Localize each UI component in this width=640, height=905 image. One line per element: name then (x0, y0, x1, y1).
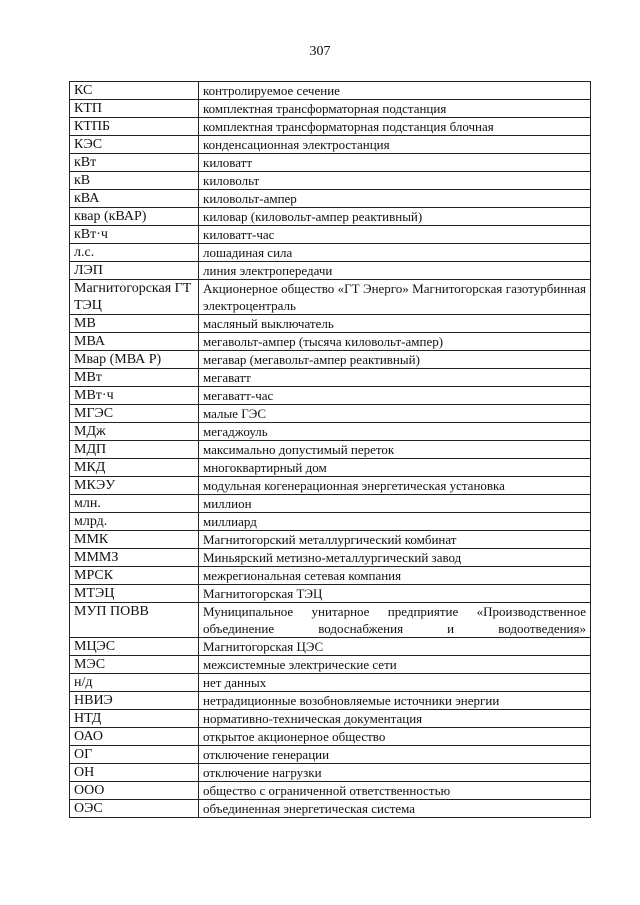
abbreviation-cell: МДж (70, 423, 199, 441)
table-row (70, 154, 591, 172)
table-row (70, 638, 591, 656)
abbreviation-cell: НВИЭ (70, 692, 199, 710)
definition-cell: многоквартирный дом (199, 459, 591, 477)
abbreviation-cell: кВт (70, 154, 199, 172)
table-row (70, 728, 591, 746)
table-row (70, 477, 591, 495)
definition-cell: лошадиная сила (199, 244, 591, 262)
definition-cell: Акционерное общество «ГТ Энерго» Магнитогорская газотурбинная электроцентраль (199, 280, 591, 315)
abbreviation-cell: ООО (70, 782, 199, 800)
abbreviation-cell: МУП ПОВВ (70, 603, 199, 638)
abbreviation-cell: ММК (70, 531, 199, 549)
abbreviation-cell: кВА (70, 190, 199, 208)
abbreviation-cell: ОН (70, 764, 199, 782)
table-row (70, 100, 591, 118)
abbreviation-cell: ОЭС (70, 800, 199, 818)
definition-cell: мегаджоуль (199, 423, 591, 441)
table-row (70, 118, 591, 136)
abbreviation-cell: кВ (70, 172, 199, 190)
table-row (70, 369, 591, 387)
table-row (70, 656, 591, 674)
table-row (70, 567, 591, 585)
abbreviation-cell: МКД (70, 459, 199, 477)
definition-cell: мегаватт (199, 369, 591, 387)
table-row (70, 208, 591, 226)
abbreviation-cell: КТП (70, 100, 199, 118)
table-row (70, 674, 591, 692)
table-row (70, 746, 591, 764)
table-row (70, 333, 591, 351)
table-row (70, 585, 591, 603)
table-row (70, 495, 591, 513)
abbreviation-cell: МММЗ (70, 549, 199, 567)
table-row (70, 531, 591, 549)
abbreviation-cell: НТД (70, 710, 199, 728)
abbreviation-cell: ЛЭП (70, 262, 199, 280)
table-row (70, 513, 591, 531)
abbreviation-cell: МВт (70, 369, 199, 387)
page-number: 307 (309, 44, 331, 59)
table-row (70, 262, 591, 280)
definition-cell: масляный выключатель (199, 315, 591, 333)
abbreviation-cell: КЭС (70, 136, 199, 154)
definition-cell: киловатт (199, 154, 591, 172)
definition-cell: нет данных (199, 674, 591, 692)
definition-cell: открытое акционерное общество (199, 728, 591, 746)
abbreviation-cell: л.с. (70, 244, 199, 262)
table-row (70, 800, 591, 818)
definition-cell: комплектная трансформаторная подстанция (199, 100, 591, 118)
abbreviation-cell: н/д (70, 674, 199, 692)
definition-cell: нормативно-техническая документация (199, 710, 591, 728)
definition-cell: межрегиональная сетевая компания (199, 567, 591, 585)
definition-cell: нетрадиционные возобновляемые источники энергии (199, 692, 591, 710)
abbreviation-cell: МКЭУ (70, 477, 199, 495)
table-row (70, 459, 591, 477)
table-row (70, 782, 591, 800)
table-row (70, 423, 591, 441)
definition-cell: миллион (199, 495, 591, 513)
abbreviation-cell: МВт·ч (70, 387, 199, 405)
definition-cell: Магнитогорская ТЭЦ (199, 585, 591, 603)
table-row (70, 280, 591, 315)
definition-cell: объединенная энергетическая система (199, 800, 591, 818)
abbreviation-cell: КС (70, 82, 199, 100)
table-row (70, 351, 591, 369)
definition-cell: модульная когенерационная энергетическая установка (199, 477, 591, 495)
definition-cell: конденсационная электростанция (199, 136, 591, 154)
definition-cell: общество с ограниченной ответственностью (199, 782, 591, 800)
abbreviation-cell: МРСК (70, 567, 199, 585)
table-row (70, 190, 591, 208)
table-row (70, 764, 591, 782)
abbreviation-cell: млн. (70, 495, 199, 513)
abbreviation-cell: Мвар (МВА Р) (70, 351, 199, 369)
definition-cell: мегаватт-час (199, 387, 591, 405)
table-row (70, 710, 591, 728)
definition-cell: Муниципальное унитарное предприятие «Производственное объединение водоснабжения и водоотведения» (199, 603, 591, 638)
abbreviations-table (69, 81, 591, 818)
definition-cell: мегавольт-ампер (тысяча киловольт-ампер) (199, 333, 591, 351)
definition-cell: киловольт (199, 172, 591, 190)
definition-cell: комплектная трансформаторная подстанция блочная (199, 118, 591, 136)
table-row (70, 441, 591, 459)
definition-cell: мегавар (мегавольт-ампер реактивный) (199, 351, 591, 369)
table-row (70, 226, 591, 244)
table-row (70, 82, 591, 100)
abbreviation-cell: МТЭЦ (70, 585, 199, 603)
abbreviation-cell: МГЭС (70, 405, 199, 423)
definition-cell: отключение нагрузки (199, 764, 591, 782)
abbreviation-cell: МВ (70, 315, 199, 333)
table-row (70, 603, 591, 638)
definition-cell: линия электропередачи (199, 262, 591, 280)
table-row (70, 244, 591, 262)
table-row (70, 405, 591, 423)
abbreviation-cell: ОГ (70, 746, 199, 764)
abbreviation-cell: кВт·ч (70, 226, 199, 244)
definition-cell: межсистемные электрические сети (199, 656, 591, 674)
table-row (70, 387, 591, 405)
definition-cell: Миньярский метизно-металлургический завод (199, 549, 591, 567)
abbreviation-cell: Магнитогорская ГТ ТЭЦ (70, 280, 199, 315)
definition-cell: миллиард (199, 513, 591, 531)
abbreviation-cell: МВА (70, 333, 199, 351)
table-row (70, 172, 591, 190)
abbreviation-cell: ОАО (70, 728, 199, 746)
definition-cell: Магнитогорская ЦЭС (199, 638, 591, 656)
definition-cell: отключение генерации (199, 746, 591, 764)
abbreviation-cell: МДП (70, 441, 199, 459)
table-row (70, 692, 591, 710)
abbreviation-cell: квар (кВАР) (70, 208, 199, 226)
definition-cell: киловольт-ампер (199, 190, 591, 208)
definition-cell: киловатт-час (199, 226, 591, 244)
abbreviation-cell: МЭС (70, 656, 199, 674)
definition-cell: Магнитогорский металлургический комбинат (199, 531, 591, 549)
definition-cell: максимально допустимый переток (199, 441, 591, 459)
table-row (70, 315, 591, 333)
abbreviation-cell: млрд. (70, 513, 199, 531)
abbreviation-cell: КТПБ (70, 118, 199, 136)
definition-cell: малые ГЭС (199, 405, 591, 423)
abbreviation-cell: МЦЭС (70, 638, 199, 656)
table-row (70, 549, 591, 567)
definition-cell: киловар (киловольт-ампер реактивный) (199, 208, 591, 226)
table-row (70, 136, 591, 154)
definition-cell: контролируемое сечение (199, 82, 591, 100)
